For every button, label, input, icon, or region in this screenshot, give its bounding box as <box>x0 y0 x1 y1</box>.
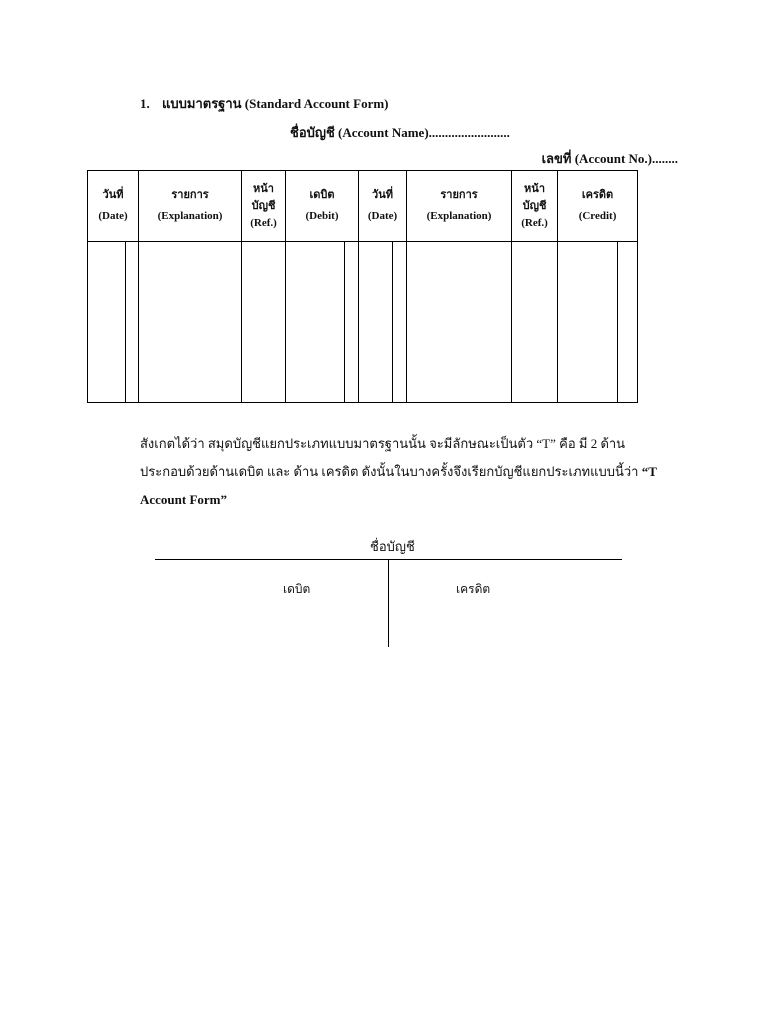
left-date-header: วันที่ (Date) <box>88 171 139 242</box>
paragraph-line-3: Account Form” <box>140 492 228 507</box>
right-ref-header: หน้า บัญชี (Ref.) <box>512 171 558 242</box>
left-date-day-cell[interactable] <box>126 242 139 403</box>
section-title: แบบมาตรฐาน (Standard Account Form) <box>162 96 389 111</box>
t-account-credit-label: เครดิต <box>456 582 491 596</box>
left-explanation-cell[interactable] <box>139 242 242 403</box>
left-date-month-cell[interactable] <box>88 242 126 403</box>
right-date-month-cell[interactable] <box>359 242 393 403</box>
right-date-day-cell[interactable] <box>393 242 407 403</box>
left-ref-cell[interactable] <box>242 242 286 403</box>
paragraph-line-1: สังเกตได้ว่า สมุดบัญชีแยกประเภทแบบมาตรฐานนั้น จะมีลักษณะเป็นตัว “T” คือ มี 2 ด้าน <box>140 436 626 451</box>
right-ref-cell[interactable] <box>512 242 558 403</box>
section-number: 1. <box>140 96 150 111</box>
left-ref-header: หน้า บัญชี (Ref.) <box>242 171 286 242</box>
credit-header: เครดิต (Credit) <box>558 171 638 242</box>
debit-header: เดบิต (Debit) <box>286 171 359 242</box>
t-account-debit-label: เดบิต <box>283 582 311 596</box>
left-explanation-header: รายการ (Explanation) <box>139 171 242 242</box>
standard-ledger-table <box>87 170 638 403</box>
explanation-paragraph <box>140 430 680 514</box>
debit-amount-cell[interactable] <box>286 242 345 403</box>
debit-decimal-cell[interactable] <box>345 242 359 403</box>
account-name-line: ชื่อบัญชี (Account Name)......................... <box>290 125 510 140</box>
t-account-title: ชื่อบัญชี <box>370 539 415 554</box>
account-number-line: เลขที่ (Account No.)........ <box>541 151 678 166</box>
credit-amount-cell[interactable] <box>558 242 618 403</box>
t-account-vertical-line <box>388 559 389 647</box>
credit-decimal-cell[interactable] <box>618 242 638 403</box>
right-date-header: วันที่ (Date) <box>359 171 407 242</box>
section-heading <box>140 93 389 114</box>
ledger-header-row <box>88 171 638 242</box>
ledger-body-row <box>88 242 638 403</box>
paragraph-line-2: ประกอบด้วยด้านเดบิต และ ด้าน เครดิต ดังนั้นในบางครั้งจึงเรียกบัญชีแยกประเภทแบบนี้ว่า “T <box>140 464 657 479</box>
right-explanation-header: รายการ (Explanation) <box>407 171 512 242</box>
right-explanation-cell[interactable] <box>407 242 512 403</box>
